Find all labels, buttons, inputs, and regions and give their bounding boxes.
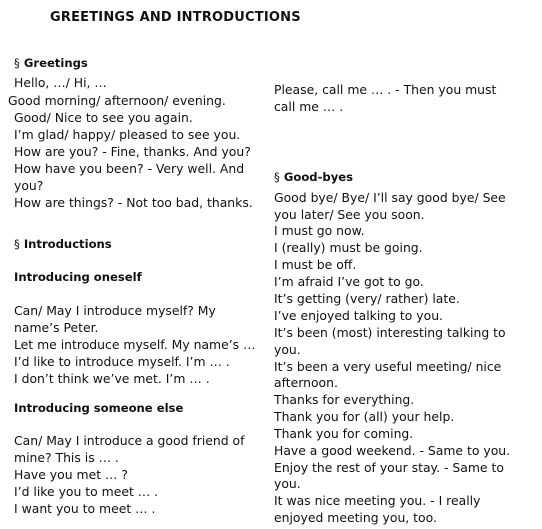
goodbye-line: you. bbox=[274, 342, 301, 357]
section-introductions-heading bbox=[14, 236, 112, 253]
greeting-line: you? bbox=[14, 178, 44, 193]
call-me-line: call me … . bbox=[274, 99, 344, 114]
goodbye-line: I (really) must be going. bbox=[274, 240, 423, 255]
goodbye-line: you later/ See you soon. bbox=[274, 207, 425, 222]
introductions-heading-text: Introductions bbox=[23, 237, 112, 251]
greeting-line: Good morning/ afternoon/ evening. bbox=[8, 93, 226, 108]
section-greetings-heading bbox=[14, 55, 88, 72]
oneself-line: Let me introduce myself. My name’s … bbox=[14, 337, 256, 352]
page-title: GREETINGS AND INTRODUCTIONS bbox=[50, 10, 301, 25]
goodbye-line: I must go now. bbox=[274, 223, 365, 238]
goodbye-line: Thank you for coming. bbox=[274, 426, 414, 441]
goodbye-line: Have a good weekend. - Same to you. bbox=[274, 443, 511, 458]
oneself-line: name’s Peter. bbox=[14, 320, 99, 335]
goodbye-line: afternoon. bbox=[274, 375, 338, 390]
greeting-line: I’m glad/ happy/ pleased to see you. bbox=[14, 127, 241, 142]
goodbye-line: It’s been (most) interesting talking to bbox=[274, 325, 506, 340]
goodbye-line: It’s getting (very/ rather) late. bbox=[274, 291, 460, 306]
goodbye-line: Thank you for (all) your help. bbox=[274, 409, 455, 424]
section-goodbyes-heading bbox=[274, 169, 353, 186]
goodbye-line: I’m afraid I’ve got to go. bbox=[274, 274, 424, 289]
goodbye-line: Enjoy the rest of your stay. - Same to bbox=[274, 460, 504, 475]
oneself-line: Can/ May I introduce myself? My bbox=[14, 303, 216, 318]
call-me-line: Please, call me … . - Then you must bbox=[274, 82, 497, 97]
introducing-oneself-heading: Introducing oneself bbox=[14, 270, 142, 284]
goodbye-line: I’ve enjoyed talking to you. bbox=[274, 308, 443, 323]
oneself-line: I don’t think we’ve met. I’m … . bbox=[14, 371, 210, 386]
goodbye-line: I must be off. bbox=[274, 257, 357, 272]
greeting-line: How are things? - Not too bad, thanks. bbox=[14, 195, 253, 210]
someone-line: Can/ May I introduce a good friend of bbox=[14, 433, 245, 448]
goodbye-line: It was nice meeting you. - I really bbox=[274, 493, 481, 508]
goodbye-line: Good bye/ Bye/ I’ll say good bye/ See bbox=[274, 190, 506, 205]
section-sign: § bbox=[14, 237, 20, 251]
someone-line: mine? This is … . bbox=[14, 450, 119, 465]
oneself-line: I’d like to introduce myself. I’m … . bbox=[14, 354, 230, 369]
someone-line: I want you to meet … . bbox=[14, 501, 156, 516]
goodbye-line: you. bbox=[274, 476, 301, 491]
greeting-line: Hello, …/ Hi, … bbox=[14, 75, 107, 90]
someone-line: Have you met … ? bbox=[14, 467, 128, 482]
goodbyes-heading-text: Good-byes bbox=[283, 170, 354, 184]
goodbye-line: enjoyed meeting you, too. bbox=[274, 510, 437, 525]
introducing-someone-heading: Introducing someone else bbox=[14, 401, 184, 415]
greetings-heading-text: Greetings bbox=[23, 56, 88, 70]
greeting-line: How have you been? - Very well. And bbox=[14, 161, 245, 176]
goodbye-line: It’s been a very useful meeting/ nice bbox=[274, 359, 502, 374]
section-sign: § bbox=[14, 56, 20, 70]
section-sign: § bbox=[274, 170, 280, 184]
greeting-line: How are you? - Fine, thanks. And you? bbox=[14, 144, 251, 159]
someone-line: I’d like you to meet … . bbox=[14, 484, 159, 499]
greeting-line: Good/ Nice to see you again. bbox=[14, 110, 193, 125]
goodbye-line: Thanks for everything. bbox=[274, 392, 415, 407]
